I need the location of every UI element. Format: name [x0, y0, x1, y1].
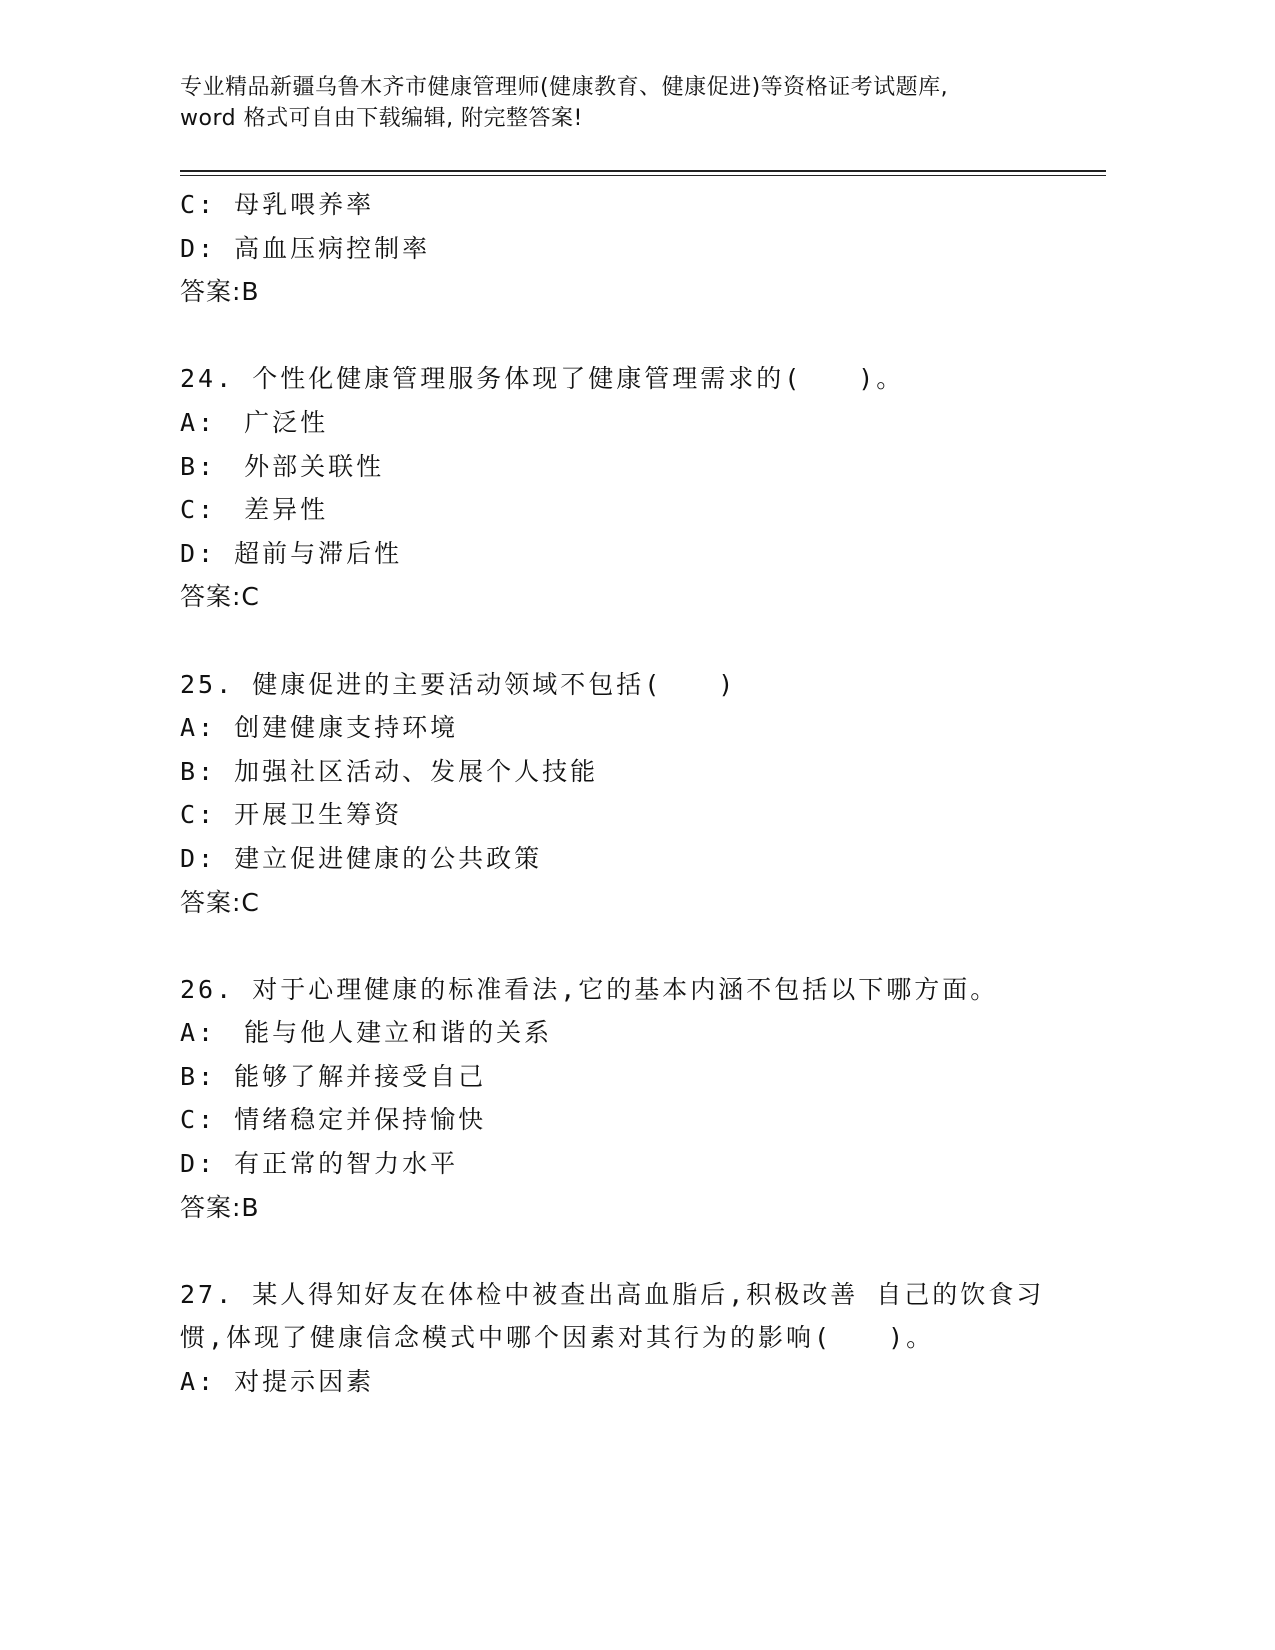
- option-d: D: 高血压病控制率: [180, 233, 431, 263]
- option-c: C: 差异性: [180, 495, 329, 525]
- option-a: A: 对提示因素: [180, 1367, 375, 1397]
- option-b: B: 外部关联性: [180, 451, 385, 481]
- option-a: A: 广泛性: [180, 407, 329, 437]
- option-c: C: 开展卫生筹资: [180, 800, 403, 830]
- option-a: A: 创建健康支持环境: [180, 713, 459, 743]
- spacer: [180, 619, 1100, 663]
- header-divider-thick: [180, 170, 1106, 172]
- question-list: [180, 183, 1100, 1404]
- header-title-line: 专业精品新疆乌鲁木齐市健康管理师(健康教育、健康促进)等资格证考试题库,: [180, 75, 949, 100]
- option-d: D: 超前与滞后性: [180, 538, 403, 568]
- question-block-27: [180, 1273, 1100, 1404]
- option-d: D: 有正常的智力水平: [180, 1149, 459, 1179]
- question-text: 24. 个性化健康管理服务体现了健康管理需求的( )。: [180, 364, 905, 394]
- option-d: D: 建立促进健康的公共政策: [180, 843, 543, 873]
- answer-line: 答案:C: [180, 582, 260, 612]
- question-text: 26. 对于心理健康的标准看法,它的基本内涵不包括以下哪方面。: [180, 974, 999, 1004]
- option-c: C: 情绪稳定并保持愉快: [180, 1105, 487, 1135]
- question-text: 25. 健康促进的主要活动领域不包括( ): [180, 669, 737, 699]
- spacer: [180, 314, 1100, 358]
- question-text-line-2: 惯,体现了健康信念模式中哪个因素对其行为的影响( )。: [180, 1323, 935, 1353]
- question-block-25: [180, 663, 1100, 925]
- option-b: B: 能够了解并接受自己: [180, 1061, 487, 1091]
- document-header: [180, 72, 1080, 134]
- question-block-26: [180, 968, 1100, 1230]
- option-c: C: 母乳喂养率: [180, 190, 375, 219]
- answer-line: 答案:B: [180, 1192, 260, 1222]
- question-block-previous: [180, 183, 1100, 314]
- option-b: B: 加强社区活动、发展个人技能: [180, 756, 599, 786]
- answer-line: 答案:B: [180, 277, 260, 307]
- option-a: A: 能与他人建立和谐的关系: [180, 1018, 553, 1048]
- spacer: [180, 924, 1100, 968]
- spacer: [180, 1229, 1100, 1273]
- answer-line: 答案:C: [180, 887, 260, 917]
- question-text-line-1: 27. 某人得知好友在体检中被查出高血脂后,积极改善 自己的饮食习: [180, 1279, 1045, 1309]
- header-subtitle-line: word 格式可自由下载编辑, 附完整答案!: [180, 106, 583, 131]
- header-divider-thin: [180, 175, 1106, 176]
- question-block-24: [180, 357, 1100, 619]
